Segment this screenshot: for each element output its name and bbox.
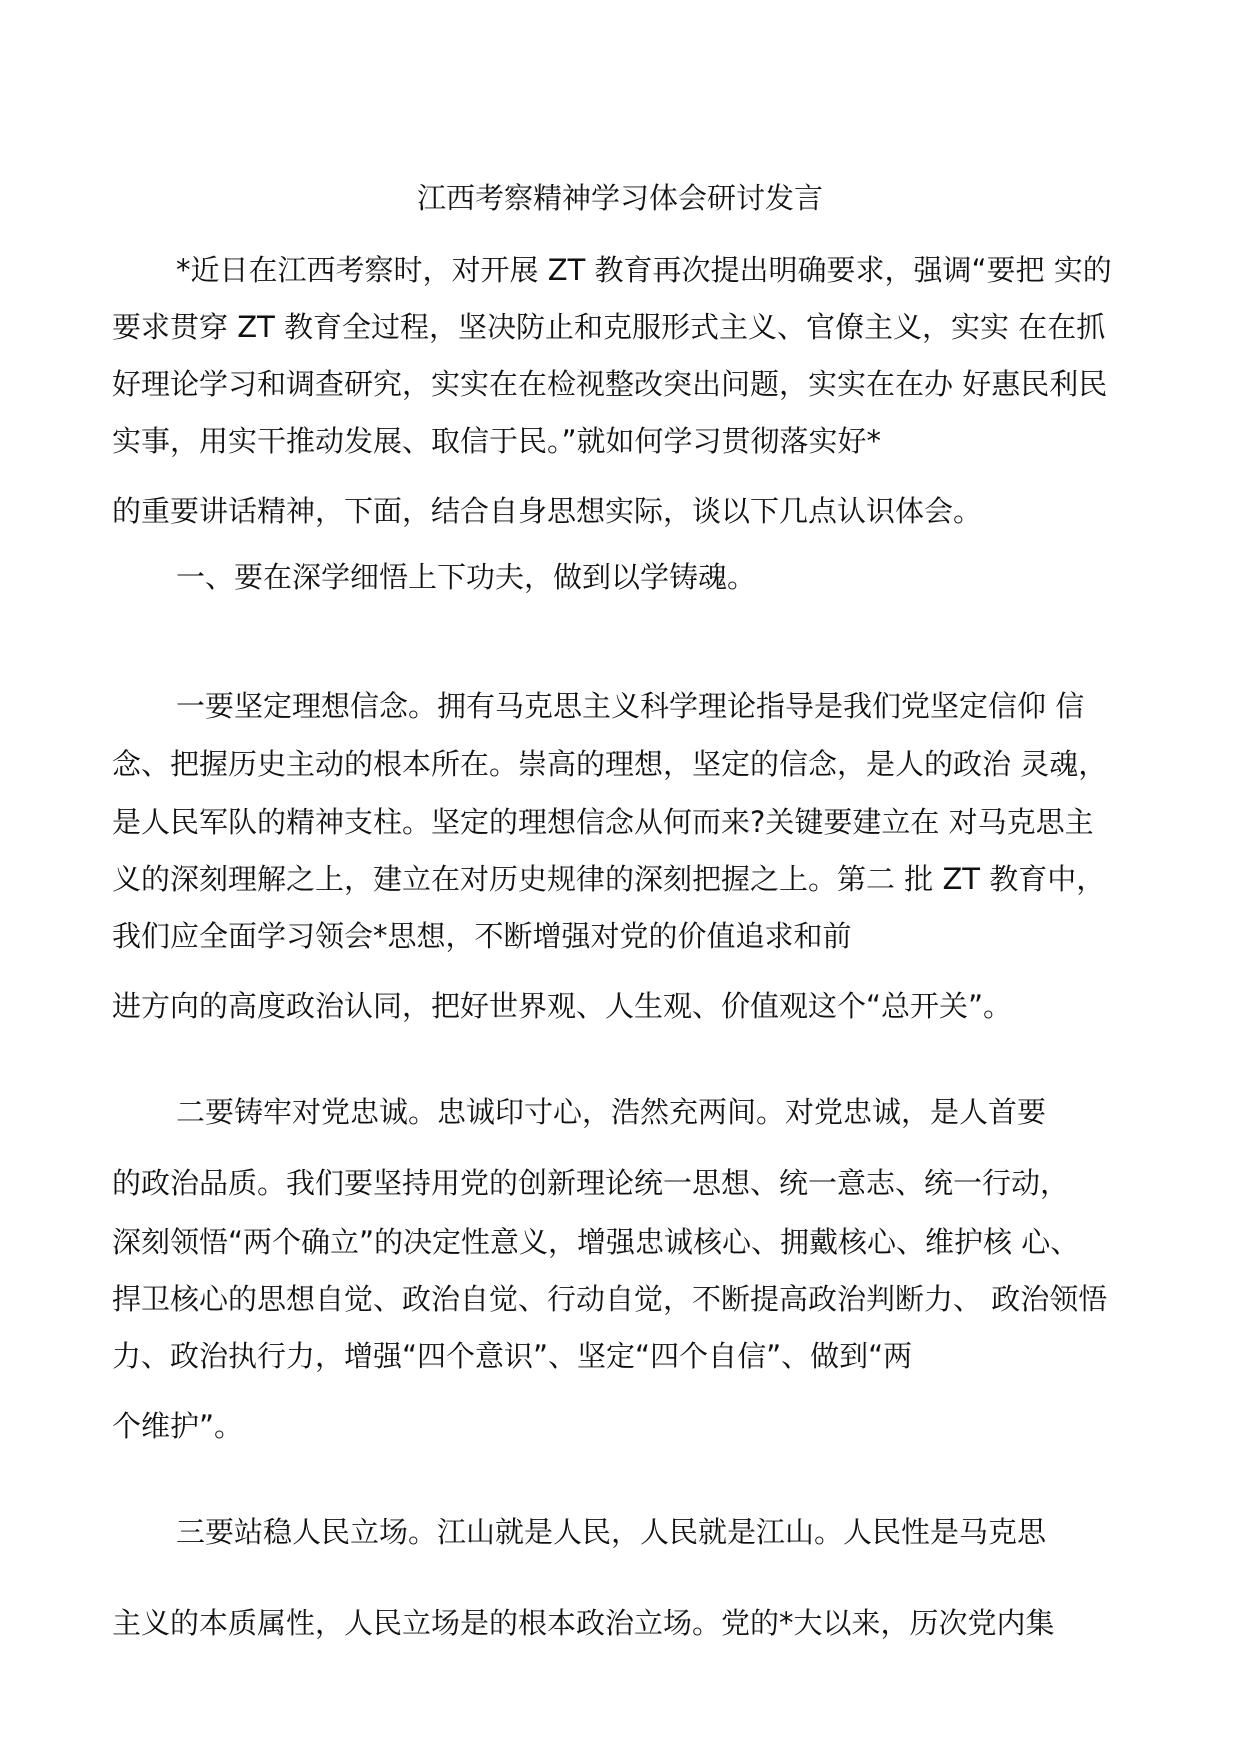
paragraph-line: 是人民军队的精神支柱。坚定的理想信念从何而来?关键要建立在 对马克思主 [112, 805, 1094, 839]
document-title: 江西考察精神学习体会研讨发言 [416, 181, 823, 215]
paragraph-line: 义的深刻理解之上，建立在对历史规律的深刻把握之上。第二 批 ZT 教育中， [112, 862, 1106, 896]
paragraph-line: 捍卫核心的思想自觉、政治自觉、行动自觉，不断提高政治判断力、 政治领悟 [112, 1282, 1108, 1316]
paragraph-line: 的政治品质。我们要坚持用党的创新理论统一思想、统一意志、统一行动， [112, 1166, 1070, 1200]
paragraph-line: 要求贯穿 ZT 教育全过程，坚决防止和克服形式主义、官僚主义，实实 在在抓 [112, 310, 1106, 344]
paragraph-line: 我们应全面学习领会*思想，不断增强对党的价值追求和前 [112, 919, 852, 953]
paragraph-line: 实事，用实干推动发展、取信于民。”就如何学习贯彻落实好* [112, 424, 882, 458]
paragraph-line: 念、把握历史主动的根本所在。崇高的理想，坚定的信念，是人的政治 灵魂， [112, 747, 1108, 781]
paragraph-line: *近日在江西考察时，对开展 ZT 教育再次提出明确要求，强调“要把 实的 [176, 253, 1112, 287]
paragraph-line: 好理论学习和调查研究，实实在在检视整改突出问题，实实在在办 好惠民利民 [112, 367, 1108, 401]
paragraph-line: 的重要讲话精神，下面，结合自身思想实际，谈以下几点认识体会。 [112, 494, 983, 528]
paragraph-line: 个维护”。 [112, 1409, 244, 1443]
paragraph-line: 深刻领悟“两个确立”的决定性意义，增强忠诚核心、拥戴核心、维护核 心、 [112, 1225, 1080, 1259]
paragraph-line: 进方向的高度政治认同，把好世界观、人生观、价值观这个“总开关”。 [112, 989, 1013, 1023]
paragraph-line: 三要站稳人民立场。江山就是人民，人民就是江山。人民性是马克思 [176, 1515, 1047, 1549]
paragraph-line: 二要铸牢对党忠诚。忠诚印寸心，浩然充两间。对党忠诚，是人首要 [176, 1095, 1047, 1129]
paragraph-line: 主义的本质属性，人民立场是的根本政治立场。党的*大以来，历次党内集 [112, 1606, 1055, 1640]
paragraph-line: 一要坚定理想信念。拥有马克思主义科学理论指导是我们党坚定信仰 信 [176, 689, 1085, 723]
paragraph-line: 力、政治执行力，增强“四个意识”、坚定“四个自信”、做到“两 [112, 1339, 913, 1373]
section-heading: 一、要在深学细悟上下功夫，做到以学铸魂。 [176, 560, 757, 594]
